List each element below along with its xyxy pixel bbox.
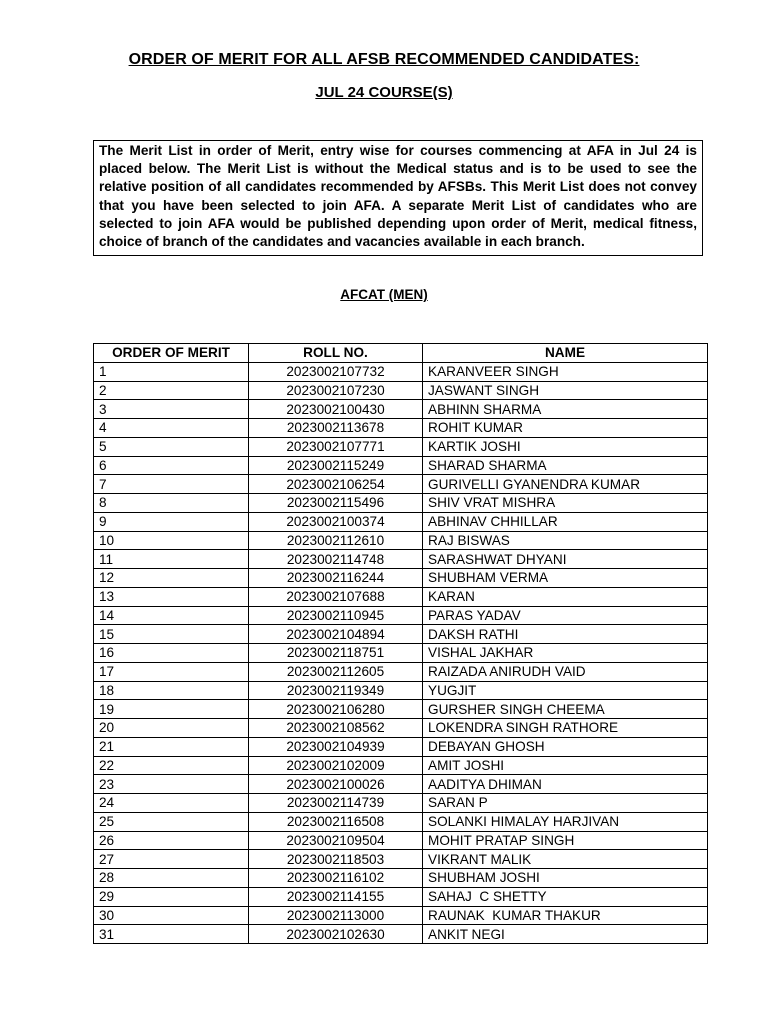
candidate-name-cell: SHARAD SHARMA bbox=[423, 456, 708, 475]
candidate-name-cell: GURIVELLI GYANENDRA KUMAR bbox=[423, 475, 708, 494]
header-order-of-merit: ORDER OF MERIT bbox=[94, 344, 249, 363]
roll-no-cell: 2023002106254 bbox=[249, 475, 423, 494]
table-row bbox=[94, 794, 708, 813]
merit-order-cell: 27 bbox=[94, 850, 249, 869]
merit-table bbox=[93, 343, 708, 944]
candidate-name-cell: KARANVEER SINGH bbox=[423, 362, 708, 381]
table-row bbox=[94, 925, 708, 944]
table-row bbox=[94, 419, 708, 438]
merit-order-cell: 29 bbox=[94, 887, 249, 906]
table-row bbox=[94, 362, 708, 381]
merit-order-cell: 15 bbox=[94, 625, 249, 644]
table-row bbox=[94, 569, 708, 588]
table-row bbox=[94, 644, 708, 663]
table-row bbox=[94, 869, 708, 888]
header-roll-no: ROLL NO. bbox=[249, 344, 423, 363]
roll-no-cell: 2023002112605 bbox=[249, 662, 423, 681]
roll-no-cell: 2023002113678 bbox=[249, 419, 423, 438]
candidate-name-cell: RAJ BISWAS bbox=[423, 531, 708, 550]
merit-order-cell: 13 bbox=[94, 587, 249, 606]
roll-no-cell: 2023002116244 bbox=[249, 569, 423, 588]
candidate-name-cell: ROHIT KUMAR bbox=[423, 419, 708, 438]
roll-no-cell: 2023002116508 bbox=[249, 812, 423, 831]
table-row bbox=[94, 700, 708, 719]
merit-order-cell: 17 bbox=[94, 662, 249, 681]
candidate-name-cell: DAKSH RATHI bbox=[423, 625, 708, 644]
merit-order-cell: 3 bbox=[94, 400, 249, 419]
roll-no-cell: 2023002107688 bbox=[249, 587, 423, 606]
roll-no-cell: 2023002109504 bbox=[249, 831, 423, 850]
merit-order-cell: 5 bbox=[94, 437, 249, 456]
table-row bbox=[94, 812, 708, 831]
candidate-name-cell: GURSHER SINGH CHEEMA bbox=[423, 700, 708, 719]
roll-no-cell: 2023002100374 bbox=[249, 512, 423, 531]
roll-no-cell: 2023002107771 bbox=[249, 437, 423, 456]
merit-order-cell: 18 bbox=[94, 681, 249, 700]
merit-order-cell: 9 bbox=[94, 512, 249, 531]
header-name: NAME bbox=[423, 344, 708, 363]
roll-no-cell: 2023002102630 bbox=[249, 925, 423, 944]
roll-no-cell: 2023002119349 bbox=[249, 681, 423, 700]
roll-no-cell: 2023002114155 bbox=[249, 887, 423, 906]
document-title: ORDER OF MERIT FOR ALL AFSB RECOMMENDED CANDIDATES: bbox=[128, 51, 640, 68]
roll-no-cell: 2023002100430 bbox=[249, 400, 423, 419]
merit-order-cell: 22 bbox=[94, 756, 249, 775]
candidate-name-cell: SAHAJ C SHETTY bbox=[423, 887, 708, 906]
merit-order-cell: 1 bbox=[94, 362, 249, 381]
table-row bbox=[94, 475, 708, 494]
merit-order-cell: 11 bbox=[94, 550, 249, 569]
table-header-row bbox=[94, 344, 708, 363]
merit-order-cell: 6 bbox=[94, 456, 249, 475]
merit-order-cell: 23 bbox=[94, 775, 249, 794]
candidate-name-cell: KARTIK JOSHI bbox=[423, 437, 708, 456]
table-row bbox=[94, 587, 708, 606]
table-row bbox=[94, 662, 708, 681]
candidate-name-cell: SARAN P bbox=[423, 794, 708, 813]
candidate-name-cell: MOHIT PRATAP SINGH bbox=[423, 831, 708, 850]
table-row bbox=[94, 494, 708, 513]
table-row bbox=[94, 400, 708, 419]
merit-order-cell: 20 bbox=[94, 719, 249, 738]
table-row bbox=[94, 850, 708, 869]
table-row bbox=[94, 775, 708, 794]
candidate-name-cell: SARASHWAT DHYANI bbox=[423, 550, 708, 569]
document-subtitle: JUL 24 COURSE(S) bbox=[315, 84, 453, 101]
notice-box: The Merit List in order of Merit, entry wise for courses commencing at AFA in Jul 24 is placed below. The Merit List is without the Medical status and is to be used to see the relative position of all candidates recommended by AFSBs. This Merit List does not convey that you have been selected to join AFA. A separate Merit List of candidates who are selected to join AFA would be published depending upon order of Merit, medical fitness, choice of branch of the candidates and vacancies available in each branch. bbox=[93, 140, 703, 256]
roll-no-cell: 2023002118503 bbox=[249, 850, 423, 869]
roll-no-cell: 2023002104894 bbox=[249, 625, 423, 644]
roll-no-cell: 2023002110945 bbox=[249, 606, 423, 625]
candidate-name-cell: JASWANT SINGH bbox=[423, 381, 708, 400]
merit-order-cell: 2 bbox=[94, 381, 249, 400]
merit-order-cell: 12 bbox=[94, 569, 249, 588]
table-row bbox=[94, 719, 708, 738]
table-row bbox=[94, 437, 708, 456]
table-row bbox=[94, 756, 708, 775]
table-row bbox=[94, 606, 708, 625]
table-row bbox=[94, 681, 708, 700]
roll-no-cell: 2023002100026 bbox=[249, 775, 423, 794]
roll-no-cell: 2023002107230 bbox=[249, 381, 423, 400]
table-row bbox=[94, 381, 708, 400]
candidate-name-cell: VIKRANT MALIK bbox=[423, 850, 708, 869]
roll-no-cell: 2023002106280 bbox=[249, 700, 423, 719]
merit-order-cell: 10 bbox=[94, 531, 249, 550]
merit-order-cell: 4 bbox=[94, 419, 249, 438]
merit-order-cell: 7 bbox=[94, 475, 249, 494]
roll-no-cell: 2023002115496 bbox=[249, 494, 423, 513]
section-title: AFCAT (MEN) bbox=[340, 287, 428, 302]
roll-no-cell: 2023002118751 bbox=[249, 644, 423, 663]
merit-order-cell: 26 bbox=[94, 831, 249, 850]
table-row bbox=[94, 887, 708, 906]
roll-no-cell: 2023002116102 bbox=[249, 869, 423, 888]
roll-no-cell: 2023002102009 bbox=[249, 756, 423, 775]
table-row bbox=[94, 531, 708, 550]
merit-order-cell: 25 bbox=[94, 812, 249, 831]
table-body bbox=[94, 362, 708, 943]
candidate-name-cell: ABHINAV CHHILLAR bbox=[423, 512, 708, 531]
merit-order-cell: 8 bbox=[94, 494, 249, 513]
candidate-name-cell: AMIT JOSHI bbox=[423, 756, 708, 775]
table-row bbox=[94, 625, 708, 644]
merit-order-cell: 30 bbox=[94, 906, 249, 925]
merit-order-cell: 24 bbox=[94, 794, 249, 813]
candidate-name-cell: AADITYA DHIMAN bbox=[423, 775, 708, 794]
candidate-name-cell: RAIZADA ANIRUDH VAID bbox=[423, 662, 708, 681]
candidate-name-cell: ABHINN SHARMA bbox=[423, 400, 708, 419]
merit-order-cell: 28 bbox=[94, 869, 249, 888]
candidate-name-cell: SHUBHAM VERMA bbox=[423, 569, 708, 588]
merit-order-cell: 21 bbox=[94, 737, 249, 756]
merit-order-cell: 31 bbox=[94, 925, 249, 944]
candidate-name-cell: RAUNAK KUMAR THAKUR bbox=[423, 906, 708, 925]
candidate-name-cell: SHIV VRAT MISHRA bbox=[423, 494, 708, 513]
candidate-name-cell: ANKIT NEGI bbox=[423, 925, 708, 944]
candidate-name-cell: LOKENDRA SINGH RATHORE bbox=[423, 719, 708, 738]
candidate-name-cell: SOLANKI HIMALAY HARJIVAN bbox=[423, 812, 708, 831]
candidate-name-cell: SHUBHAM JOSHI bbox=[423, 869, 708, 888]
merit-order-cell: 14 bbox=[94, 606, 249, 625]
roll-no-cell: 2023002107732 bbox=[249, 362, 423, 381]
merit-order-cell: 16 bbox=[94, 644, 249, 663]
table-row bbox=[94, 550, 708, 569]
candidate-name-cell: KARAN bbox=[423, 587, 708, 606]
candidate-name-cell: VISHAL JAKHAR bbox=[423, 644, 708, 663]
roll-no-cell: 2023002115249 bbox=[249, 456, 423, 475]
roll-no-cell: 2023002113000 bbox=[249, 906, 423, 925]
roll-no-cell: 2023002114739 bbox=[249, 794, 423, 813]
table-row bbox=[94, 512, 708, 531]
merit-order-cell: 19 bbox=[94, 700, 249, 719]
candidate-name-cell: YUGJIT bbox=[423, 681, 708, 700]
table-row bbox=[94, 906, 708, 925]
table-row bbox=[94, 456, 708, 475]
table-row bbox=[94, 831, 708, 850]
roll-no-cell: 2023002112610 bbox=[249, 531, 423, 550]
table-row bbox=[94, 737, 708, 756]
roll-no-cell: 2023002108562 bbox=[249, 719, 423, 738]
roll-no-cell: 2023002104939 bbox=[249, 737, 423, 756]
candidate-name-cell: PARAS YADAV bbox=[423, 606, 708, 625]
roll-no-cell: 2023002114748 bbox=[249, 550, 423, 569]
candidate-name-cell: DEBAYAN GHOSH bbox=[423, 737, 708, 756]
